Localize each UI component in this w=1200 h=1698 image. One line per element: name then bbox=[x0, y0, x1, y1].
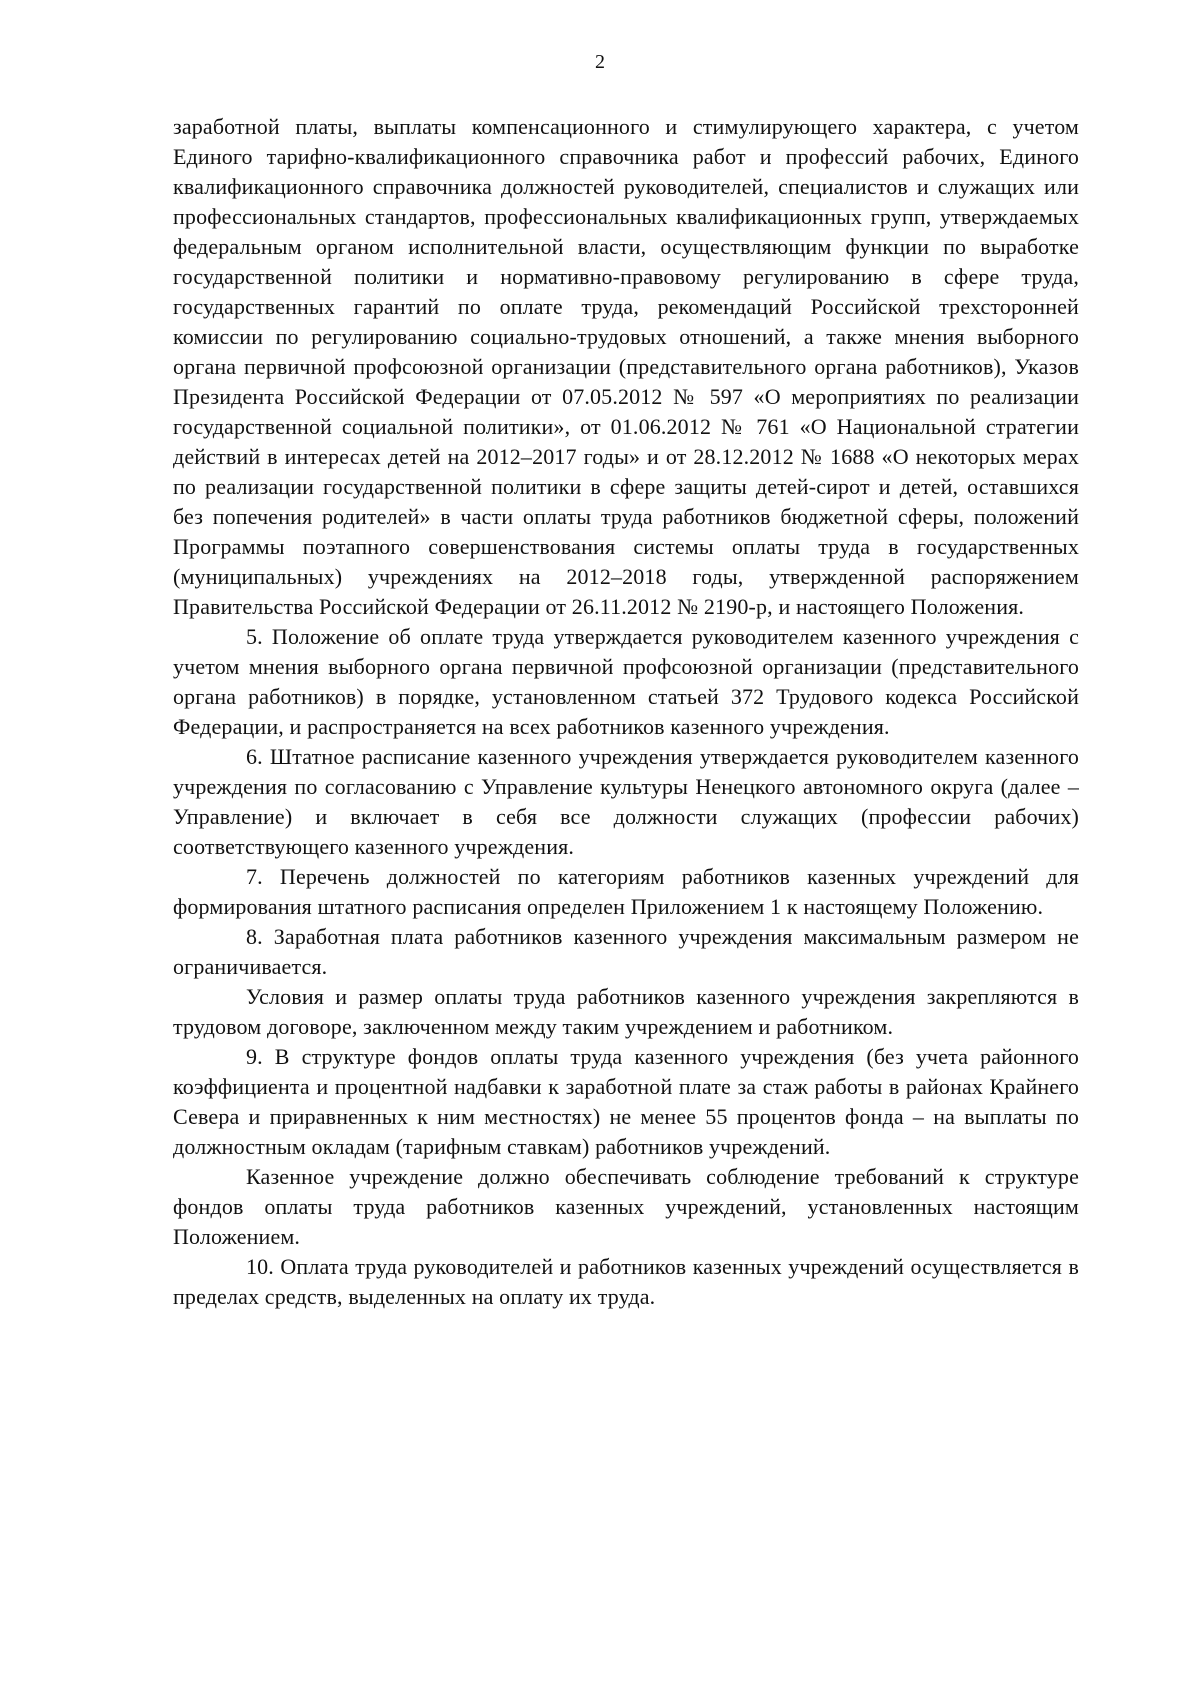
paragraph-item-8: 8. Заработная плата работников казенного учреждения максимальным размером не ограничивается. bbox=[173, 924, 1079, 979]
paragraph-item-6: 6. Штатное расписание казенного учреждения утверждается руководителем казенного учреждения по согласованию с Управление культуры Ненецкого автономного округа (далее – Управление) и включает в себя все должности служащих (профессии рабочих) соответствующего казенного учреждения. bbox=[173, 744, 1079, 859]
paragraph-item-7: 7. Перечень должностей по категориям работников казенных учреждений для формирования штатного расписания определен Приложением 1 к настоящему Положению. bbox=[173, 864, 1079, 919]
paragraph-item-10: 10. Оплата труда руководителей и работников казенных учреждений осуществляется в пределах средств, выделенных на оплату их труда. bbox=[173, 1254, 1079, 1309]
paragraph-item-8-conditions: Условия и размер оплаты труда работников казенного учреждения закрепляются в трудовом договоре, заключенном между таким учреждением и работником. bbox=[173, 984, 1079, 1039]
paragraph-item-5: 5. Положение об оплате труда утверждается руководителем казенного учреждения с учетом мнения выборного органа первичной профсоюзной организации (представительного органа работников) в порядке, установленном статьей 372 Трудового кодекса Российской Федерации, и распространяется на всех работников казенного учреждения. bbox=[173, 624, 1079, 739]
paragraph-item-9: 9. В структуре фондов оплаты труда казенного учреждения (без учета районного коэффициента и процентной надбавки к заработной плате за стаж работы в районах Крайнего Севера и приравненных к ним местностях) не менее 55 процентов фонда – на выплаты по должностным окладам (тарифным ставкам) работников учреждений. bbox=[173, 1044, 1079, 1159]
document-body bbox=[173, 112, 1079, 1312]
paragraph-item-9-requirements: Казенное учреждение должно обеспечивать соблюдение требований к структуре фондов оплаты труда работников казенных учреждений, установленных настоящим Положением. bbox=[173, 1164, 1079, 1249]
page-number: 2 bbox=[595, 51, 605, 73]
paragraph-continuation: заработной платы, выплаты компенсационного и стимулирующего характера, с учетом Единого тарифно-квалификационного справочника работ и профессий рабочих, Единого квалификационного справочника должностей руководителей, специалистов и служащих или профессиональных стандартов, профессиональных квалификационных групп, утверждаемых федеральным органом исполнительной власти, осуществляющим функции по выработке государственной политики и нормативно-правовому регулированию в сфере труда, государственных гарантий по оплате труда, рекомендаций Российской трехсторонней комиссии по регулированию социально-трудовых отношений, а также мнения выборного органа первичной профсоюзной организации (представительного органа работников), Указов Президента Российской Федерации от 07.05.2012 № 597 «О мероприятиях по реализации государственной социальной политики», от 01.06.2012 № 761 «О Национальной стратегии действий в интересах детей на 2012–2017 годы» и от 28.12.2012 № 1688 «О некоторых мерах по реализации государственной политики в сфере защиты детей-сирот и детей, оставшихся без попечения родителей» в части оплаты труда работников бюджетной сферы, положений Программы поэтапного совершенствования системы оплаты труда в государственных (муниципальных) учреждениях на 2012–2018 годы, утвержденной распоряжением Правительства Российской Федерации от 26.11.2012 № 2190-р, и настоящего Положения. bbox=[173, 114, 1079, 619]
